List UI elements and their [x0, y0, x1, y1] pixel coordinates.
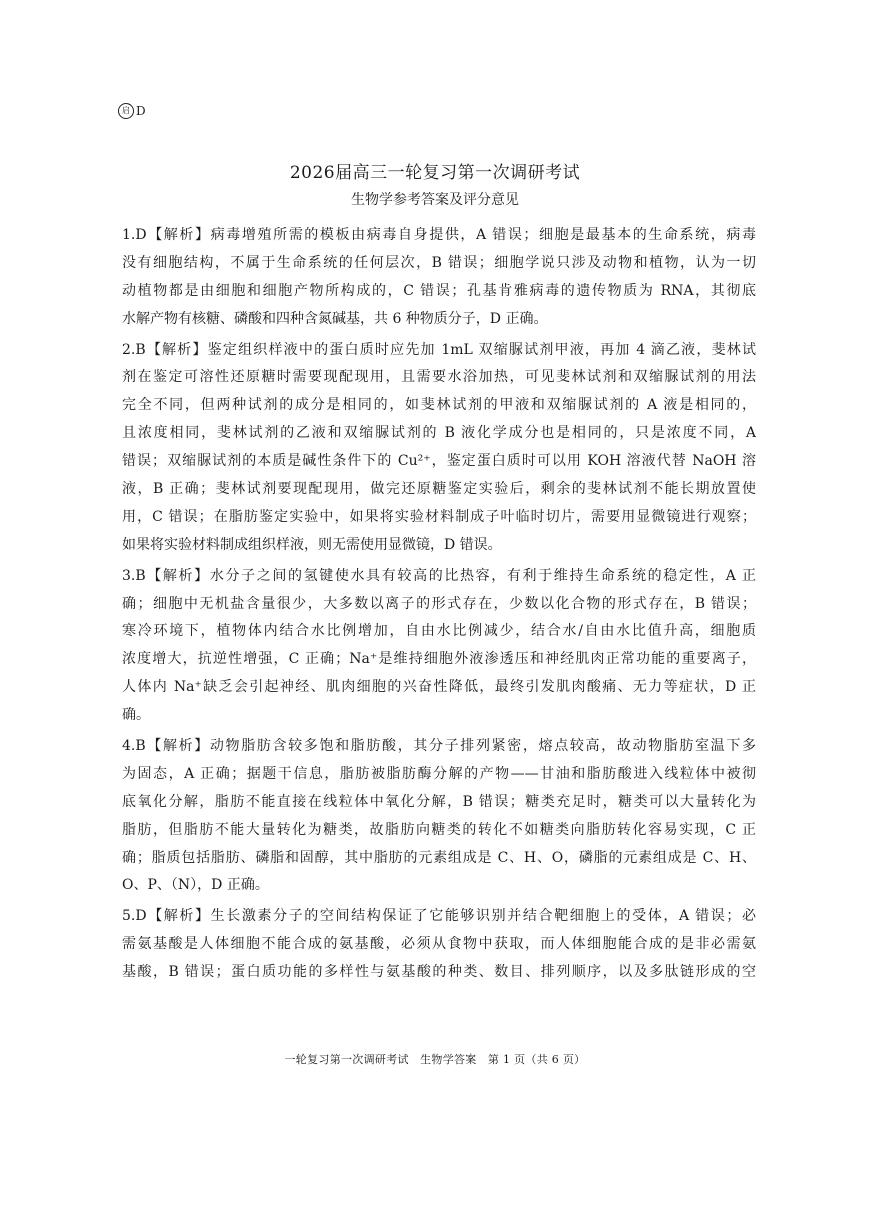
answer-line: 液，B 正确；斐林试剂要现配现用，做完还原糖鉴定实验后，剩余的斐林试剂不能长期放置使 [122, 481, 756, 498]
answer-item [122, 733, 756, 900]
answer-line: 浓度增大，抗逆性增强，C 正确；Na⁺是维持细胞外液渗透压和神经肌肉正常功能的重要离子， [122, 651, 756, 668]
page-subtitle: 生物学参考答案及评分意见 [351, 192, 519, 208]
answer-item [122, 222, 756, 334]
header-mark [118, 103, 146, 119]
answer-line: 2.B【解析】鉴定组织样液中的蛋白质时应先加 1mL 双缩脲试剂甲液，再加 4 滴乙液，斐林试 [122, 341, 756, 358]
answer-line: 确。 [122, 707, 150, 724]
answer-line: 1.D【解析】病毒增殖所需的模板由病毒自身提供，A 错误；细胞是最基本的生命系统，病毒 [122, 227, 756, 243]
answer-list [122, 222, 756, 987]
answer-line: 确；细胞中无机盐含量很少，大多数以离子的形式存在，少数以化合物的形式存在，B 错误； [122, 595, 756, 612]
page-footer: 一轮复习第一次调研考试 生物学答案 第 1 页（共 6 页） [284, 1053, 586, 1066]
answer-line: 动植物都是由细胞和细胞产物所构成的，C 错误；孔基肯雅病毒的遗传物质为 RNA，其彻底 [122, 282, 756, 299]
answer-line: 5.D【解析】生长激素分子的空间结构保证了它能够识别并结合靶细胞上的受体，A 错误；必 [122, 908, 756, 925]
answer-line: 且浓度相同，斐林试剂的乙液和双缩脲试剂的 B 液化学成分也是相同的，只是浓度不同，A [122, 425, 756, 442]
answer-line: 底氧化分解，脂肪不能直接在线粒体中氧化分解，B 错误；糖类充足时，糖类可以大量转化为 [122, 793, 756, 810]
answer-line: 错误；双缩脲试剂的本质是碱性条件下的 Cu²⁺，鉴定蛋白质时可以用 KOH 溶液代替 NaOH 溶 [122, 453, 756, 470]
answer-item [122, 337, 756, 560]
version-code: D [136, 104, 146, 118]
answer-line: 没有细胞结构，不属于生命系统的任何层次，B 错误；细胞学说只涉及动物和植物，认为一切 [122, 254, 756, 271]
answer-line: 确；脂质包括脂肪、磷脂和固醇，其中脂肪的元素组成是 C、H、O，磷脂的元素组成是 C、H、 [122, 849, 756, 866]
answer-line: 人体内 Na⁺缺乏会引起神经、肌肉细胞的兴奋性降低，最终引发肌肉酸痛、无力等症状，D 正 [122, 679, 756, 696]
answer-line: 为固态，A 正确；据题干信息，脂肪被脂肪酶分解的产物——甘油和脂肪酸进入线粒体中被彻 [122, 765, 756, 782]
answer-line: 脂肪，但脂肪不能大量转化为糖类，故脂肪向糖类的转化不如糖类向脂肪转化容易实现，C 正 [122, 821, 756, 838]
answer-line: O、P、（N），D 正确。 [122, 877, 269, 894]
answer-line: 3.B【解析】水分子之间的氢键使水具有较高的比热容，有利于维持生命系统的稳定性，A 正 [122, 567, 756, 584]
answer-line: 4.B【解析】动物脂肪含较多饱和脂肪酸，其分子排列紧密，熔点较高，故动物脂肪室温下多 [122, 738, 756, 755]
answer-line: 如果将实验材料制成组织样液，则无需使用显微镜，D 错误。 [122, 536, 502, 553]
answer-item [122, 903, 756, 987]
page-title: 2026届高三一轮复习第一次调研考试 [289, 163, 581, 183]
answer-line: 需氨基酸是人体细胞不能合成的氨基酸，必须从食物中获取，而人体细胞能合成的是非必需氨 [122, 936, 756, 953]
answer-line: 基酸，B 错误；蛋白质功能的多样性与氨基酸的种类、数目、排列顺序，以及多肽链形成的空 [122, 964, 756, 981]
answer-item [122, 563, 756, 730]
answer-line: 寒冷环境下，植物体内结合水比例增加，自由水比例减少，结合水/自由水比值升高，细胞质 [122, 623, 756, 640]
answer-line: 剂在鉴定可溶性还原糖时需要现配现用，且需要水浴加热，可见斐林试剂和双缩脲试剂的用法 [122, 369, 756, 386]
answer-line: 水解产物有核糖、磷酸和四种含氮碱基，共 6 种物质分子，D 正确。 [122, 310, 548, 327]
seal-icon: 启 [118, 103, 134, 119]
answer-line: 完全不同，但两种试剂的成分是相同的，如斐林试剂的甲液和双缩脲试剂的 A 液是相同的， [122, 397, 756, 414]
answer-line: 用，C 错误；在脂肪鉴定实验中，如果将实验材料制成子叶临时切片，需要用显微镜进行观察； [122, 508, 756, 525]
